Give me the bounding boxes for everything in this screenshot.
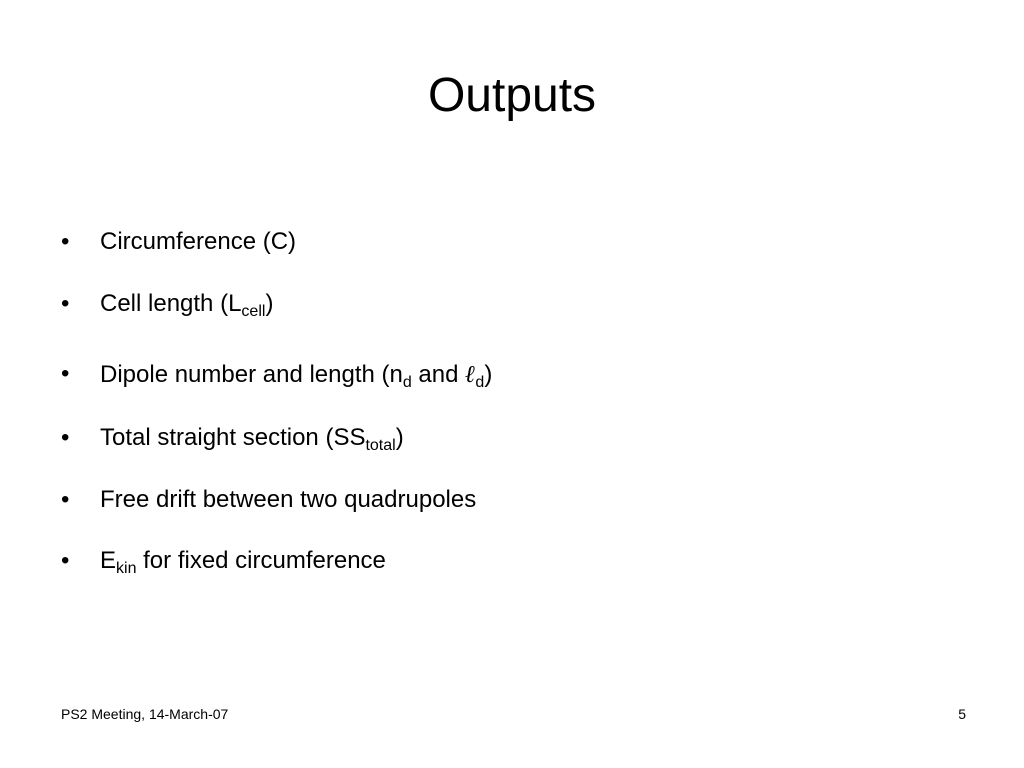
subscript: kin (116, 560, 137, 577)
subscript: total (365, 437, 396, 454)
bullet-text: Dipole number and length ($n_d$ and ℓ$_d$) (100, 359, 493, 391)
bullet-text: Total straight section $(SS_{total})$ (100, 424, 404, 454)
bullet-item-cell-length (0, 288, 1000, 332)
bullet-text: $E_{kin}$ for fixed circumference (100, 547, 386, 577)
subscript: d (402, 374, 412, 391)
bullet-text: Circumference (C) (100, 228, 297, 255)
subscript: cell (241, 303, 266, 320)
bullet-icon: • (61, 290, 70, 317)
page-number: 5 (958, 706, 966, 722)
slide-title: Outputs (427, 69, 597, 122)
bullet-item-free-drift (0, 484, 1000, 528)
bullet-icon: • (61, 486, 70, 513)
bullet-icon: • (61, 360, 70, 387)
bullet-icon: • (61, 547, 70, 574)
bullet-icon: • (61, 228, 70, 255)
bullet-item-ekin (0, 545, 1000, 589)
bullet-icon: • (61, 424, 70, 451)
bullet-item-straight-section (0, 422, 1000, 466)
subscript: d (475, 374, 485, 391)
footer-meeting-date: PS2 Meeting, 14-March-07 (61, 706, 229, 722)
bullet-text: Free drift between two quadrupoles (100, 486, 477, 513)
bullet-item-dipole (0, 358, 1000, 402)
script-l-symbol: ℓ (465, 359, 476, 388)
bullet-text: Cell length $(L_{cell})$ (100, 290, 274, 320)
bullet-item-circumference (0, 226, 1000, 270)
